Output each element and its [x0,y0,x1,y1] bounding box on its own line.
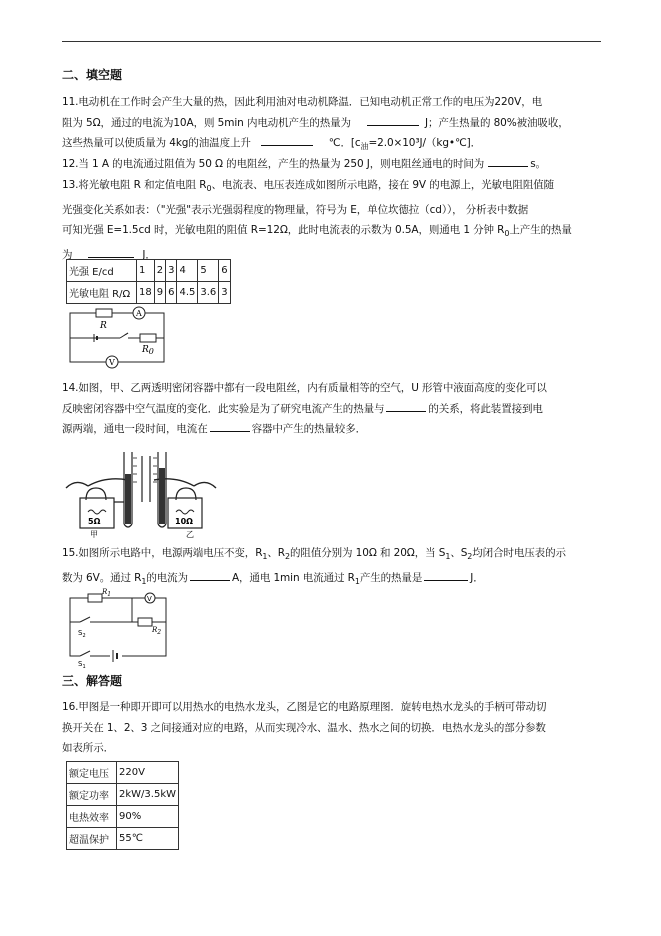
right-resistor-label: 10Ω [175,517,193,526]
table-cell: 电热效率 [67,806,117,828]
resistor-r0-label: R0 [142,345,154,356]
q15-blank-2[interactable] [424,570,468,581]
q14-text: 反映密闭容器中空气温度的变化．此实验是为了研究电流产生的热量与 [62,402,385,415]
photoresistor-symbol [96,309,112,317]
q11-text: 这些热量可以使质量为 4kg的油温度上升 [62,137,251,149]
q15-sub: 2 [285,552,291,562]
q12-text: 12.当 1 A 的电流通过阻值为 50 Ω 的电阻丝，产生的热量为 250 J，则电阻丝通电的时间为 [62,158,485,170]
table-cell: 9 [154,282,165,304]
q12-blank[interactable] [488,156,528,167]
q15-text: 15.如图所示电路中，电源两端电压不变，R [62,547,263,559]
q13-text: 、电流表、电压表连成如图所示电路，接在 9V 的电源上，光敏电阻阻值随 [211,179,555,191]
q11-text: 阻为 5Ω，通过的电流为10A，则 5min 内电动机产生的热量为 [62,116,351,129]
table-cell: 1 [137,260,155,282]
table-cell: 6 [219,260,231,282]
q13-sub: 0 [206,184,212,194]
table-cell: 光敏电阻 R/Ω [67,282,137,304]
q15-sub: 1 [354,576,360,586]
q16-text: 16.甲图是一种即开即可以用热水的电热水龙头，乙图是它的电路原理图．旋转电热水龙头的手柄可带动切 [62,701,547,713]
switch-s1-label: $S_1$ [78,660,86,670]
table-cell: 额定电压 [67,762,117,784]
table-cell: 2kW/3.5kW [117,784,179,806]
q14-blank-1[interactable] [386,401,426,412]
section-answer-title: 三、解答题 [62,674,123,688]
table-cell: 2 [154,260,165,282]
q15-text: 、S [450,547,468,559]
table-cell: 6 [166,282,177,304]
q11-text: J；产生热量的 80%被油吸收， [424,116,569,129]
table-cell: 220V [117,762,179,784]
q13-text: 上产生的热量 [509,224,572,237]
q13-blank[interactable] [88,247,134,258]
table-cell: 4.5 [177,282,198,304]
table-cell: 3 [219,282,231,304]
table-row [67,784,179,806]
table-cell: 光强 E/cd [67,260,137,282]
q14-apparatus-diagram [66,440,216,539]
q11-text: =2.0×10³J/（kg•℃]． [368,137,482,149]
table-cell: 额定功率 [67,784,117,806]
q15-text: 的阻值分别为 10Ω 和 20Ω，当 S [290,547,446,559]
q11-sub: 油 [360,142,369,152]
q11-line-1: 11.电动机在工作时会产生大量的热，因此利用油对电动机降温．已知电动机正常工作的电压为220V，电 [62,96,543,108]
q11-text: ℃．[c [328,137,361,149]
question-15 [62,543,602,592]
question-16 [62,697,602,759]
resistor-r0-symbol [140,334,156,342]
q14-blank-2[interactable] [210,421,250,432]
q15-text: 的电流为 [146,571,188,584]
q15-blank-1[interactable] [190,570,230,581]
q13-text: 可知光强 E=1.5cd 时，光敏电阻的阻值 R=12Ω，此时电流表的示数为 0.5A，则通电 1 分钟 R [62,224,505,237]
question-13 [62,175,602,265]
q14-text: 的关系，将此装置接到电 [428,402,543,415]
right-container-tag: 乙 [186,530,194,539]
question-12 [62,154,602,175]
q13-text: 光强变化关系如表：（"光强"表示光强弱程度的物理量，符号为 E，单位坎德拉（cd））， 分析表中数据 [62,203,529,216]
q12-text: s。 [530,158,546,170]
q13-text: 13.将光敏电阻 R 和定值电阻 R [62,179,207,191]
table-cell: 55℃ [117,828,179,850]
table-cell: 4 [177,260,198,282]
q16-text: 换开关在 1、2、3 之间接通对应的电路，从而实现冷水、温水、热水之间的切换．电热水龙头的部分参数 [62,721,546,734]
resistor-r1-label: R1 [102,588,112,598]
ammeter-label: A [136,309,142,318]
q15-sub: 1 [445,552,451,562]
table-row [67,282,231,304]
q15-text: 产生的热量是 [359,571,423,584]
table-cell: 5 [198,260,219,282]
q15-sub: 2 [467,552,473,562]
table-row [67,260,231,282]
q13-text: 为 [62,248,73,261]
q15-text: 、R [267,547,286,559]
left-resistor-label: 5Ω [88,517,101,526]
table-cell: 超温保护 [67,828,117,850]
q16-text: 如表所示． [62,742,114,754]
table-cell: 3.6 [198,282,219,304]
q13-text: J． [142,248,156,261]
table-cell: 18 [137,282,155,304]
q13-circuit-diagram [66,305,166,369]
switch-s2-label: $S_2$ [78,629,86,639]
q15-sub: 1 [262,552,268,562]
q14-text: 源两端，通电一段时间，电流在 [62,423,208,435]
table-row [67,762,179,784]
q14-text: 14.如图，甲、乙两透明密闭容器中都有一段电阻丝，内有质量相等的空气，U 形管中液面高度的变化可以 [62,382,547,394]
q13-sub: 0 [504,229,510,239]
question-11 [62,92,602,158]
q15-text: 数为 6V。通过 R [62,571,142,584]
header-rule [62,41,601,42]
voltmeter-label: V [109,358,115,367]
resistor-r2-symbol [138,618,152,626]
q13-light-table [66,259,231,304]
q15-sub: 1 [141,576,147,586]
table-row [67,806,179,828]
question-14 [62,378,602,440]
q15-circuit-diagram [66,588,172,670]
table-row [67,828,179,850]
section-fill-blank-title: 二、填空题 [62,68,123,82]
voltmeter-label: V [147,595,152,603]
left-container-tag: 甲 [90,530,98,539]
table-cell: 3 [166,260,177,282]
table-cell: 90% [117,806,179,828]
q15-text: J． [470,571,484,584]
q15-text: 均闭合时电压表的示 [472,547,566,559]
q11-blank-1[interactable] [367,115,419,126]
photoresistor-label: R [100,321,107,331]
resistor-r1-symbol [88,594,102,602]
q11-blank-2[interactable] [261,135,313,146]
q16-params-table [66,761,179,850]
q15-text: A，通电 1min 电流通过 R [231,571,355,584]
q14-text: 容器中产生的热量较多． [251,423,367,435]
q11-line-2 [62,113,602,134]
resistor-r2-label: R2 [152,626,162,636]
